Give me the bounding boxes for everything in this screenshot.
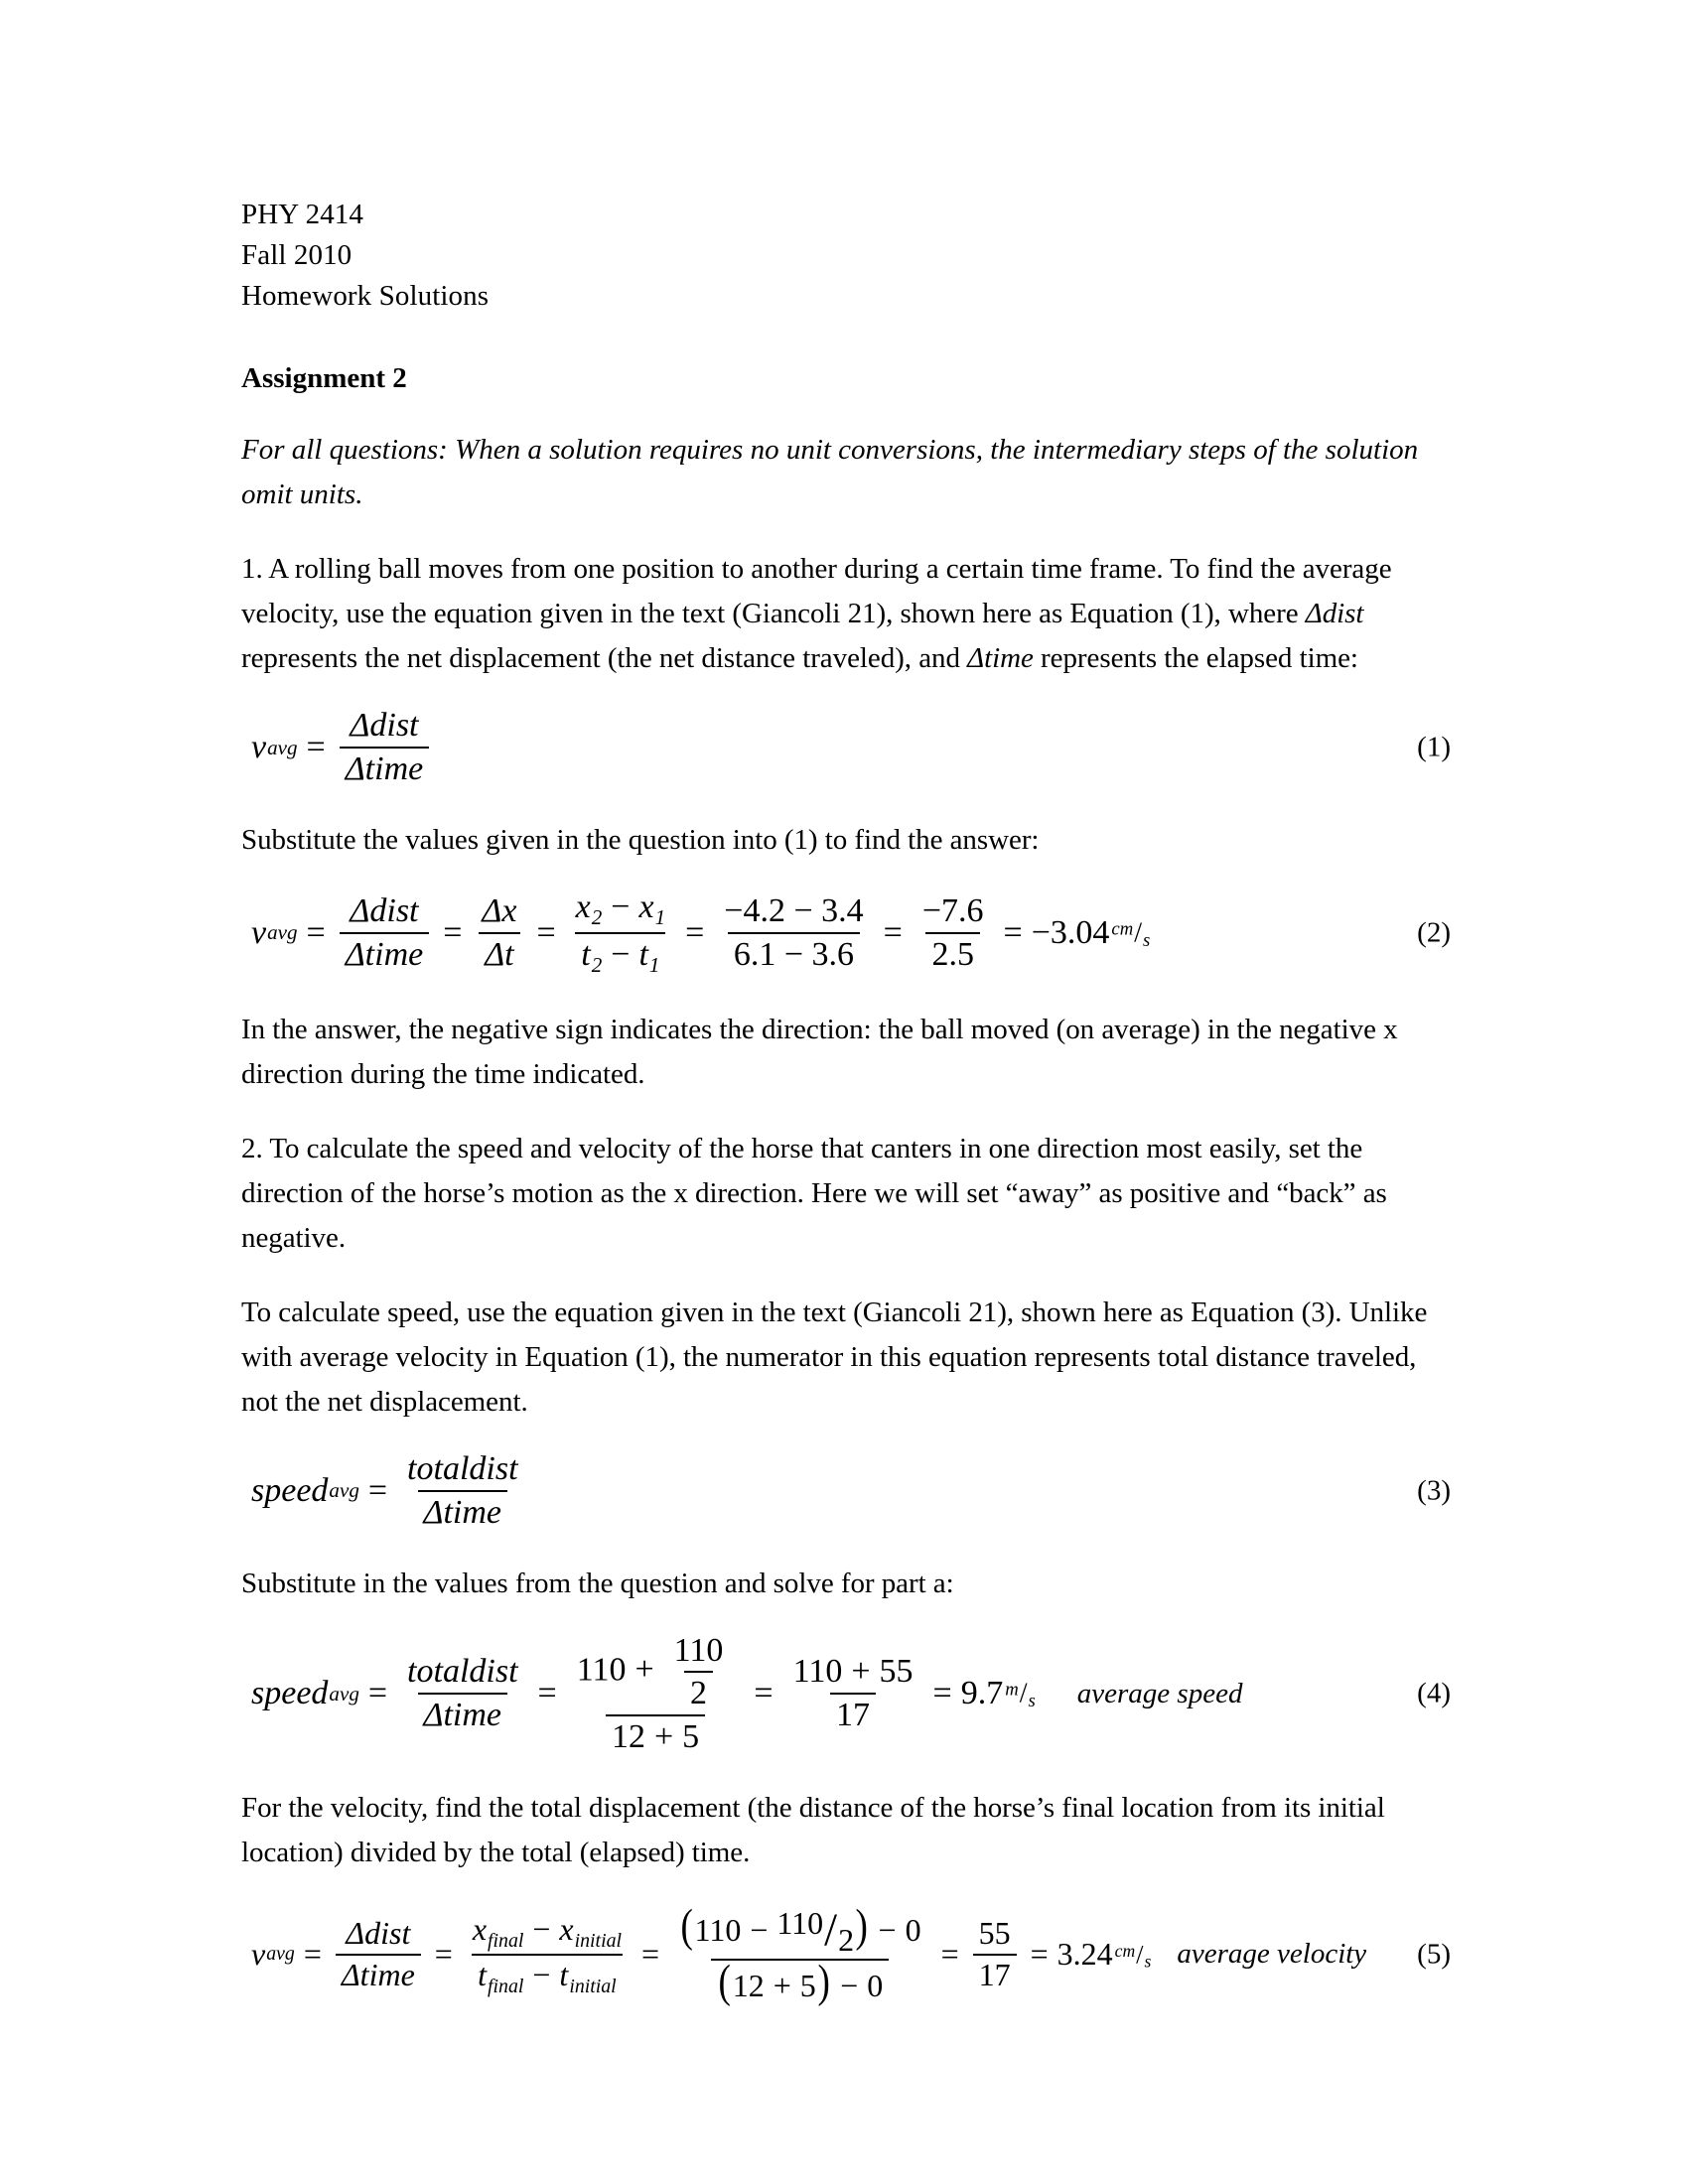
eq4-denominator-3: 17 — [830, 1693, 876, 1734]
eq2-denominator-4: 6.1 − 3.6 — [728, 932, 860, 974]
eq5-unit-numerator: cm — [1114, 1941, 1136, 1962]
equation-3-expression — [241, 1450, 529, 1532]
substitute-paragraph: Substitute the values given in the question into (1) to find the answer: — [241, 824, 1040, 857]
q1-text-part-b: represents the net displacement (the net distance traveled), and — [241, 642, 968, 674]
eq5-result: 3.24 — [1056, 1936, 1113, 1973]
eq2-equals-6: = — [1003, 913, 1023, 951]
eq4-inner-fraction — [668, 1632, 730, 1712]
eq5-t-initial-subscript: initial — [569, 1975, 617, 1997]
eq4-inner-denominator: 2 — [684, 1671, 713, 1712]
eq3-equals: = — [367, 1471, 388, 1509]
eq5-den-paren-open: ( — [718, 1957, 732, 2008]
eq5-x-initial: x — [559, 1910, 574, 1947]
eq1-lhs-subscript: avg — [267, 735, 298, 759]
equation-2-number: (2) — [1417, 916, 1451, 949]
eq4-plus: + — [634, 1651, 654, 1689]
q1-text-part-a: 1. A rolling ball moves from one position to another during a certain time frame. To find the average velocity, use the equation given in the text (Giancoli 21), shown here as Equation (1), where — [241, 553, 1392, 629]
eq4-whole: 110 — [576, 1651, 627, 1689]
eq2-t1-subscript: 1 — [648, 953, 660, 978]
eq4-equals-1: = — [367, 1675, 388, 1712]
eq2-denominator-2: Δt — [479, 932, 519, 974]
eq4-simpl-plus: + — [851, 1653, 871, 1691]
eq5-equals-5: = — [1030, 1936, 1049, 1973]
eq2-minus-x: − — [611, 888, 631, 926]
eq4-result: 9.7 — [960, 1675, 1004, 1712]
eq1-denominator: Δtime — [340, 747, 430, 788]
eq4-den-a: 12 — [611, 1717, 645, 1755]
eq5-unit-denominator: s — [1144, 1951, 1152, 1972]
eq5-num-zero: 0 — [905, 1912, 921, 1949]
eq2-fraction-2 — [476, 892, 522, 974]
eq4-equals-2: = — [537, 1675, 557, 1712]
eq5-numerator-1: Δdist — [346, 1915, 411, 1952]
eq5-den-a: 12 — [732, 1968, 765, 2004]
eq2-t2-subscript: 2 — [591, 953, 603, 978]
eq4-lhs: speed — [251, 1675, 329, 1712]
eq5-denominator-1: Δtime — [336, 1954, 421, 1993]
negative-sign-paragraph: In the answer, the negative sign indicates the direction: the ball moved (on average) in the negative x direction during the time indicated. — [241, 1013, 1398, 1090]
eq5-den-plus: + — [773, 1968, 791, 2004]
equation-1 — [241, 707, 1451, 788]
assignment-heading: Assignment 2 — [241, 362, 407, 394]
eq5-numerator-3 — [673, 1901, 927, 1959]
eq3-lhs: speed — [251, 1471, 329, 1509]
eq5-unit-slash: / — [1136, 1939, 1144, 1970]
eq5-label: average velocity — [1177, 1938, 1367, 1971]
eq4-simpl-num-a: 110 — [792, 1653, 843, 1691]
equation-5-expression — [241, 1901, 1367, 2008]
eq2-x2-subscript: 2 — [591, 905, 603, 930]
eq5-den-minus-zero-op: − — [840, 1968, 859, 2004]
document-body — [241, 195, 1451, 2008]
eq2-numerator-3 — [570, 888, 671, 932]
eq2-x1: x — [638, 888, 654, 926]
eq5-equals-3: = — [641, 1936, 660, 1973]
eq4-label: average speed — [1076, 1677, 1243, 1709]
eq5-den-b: 5 — [799, 1968, 816, 2004]
eq2-equals-1: = — [306, 913, 326, 951]
eq1-equals: = — [306, 729, 326, 766]
eq5-lhs-subscript: avg — [266, 1943, 295, 1966]
eq5-num-slash-top: 110 — [776, 1905, 824, 1942]
eq5-equals-1: = — [303, 1936, 322, 1973]
eq4-unit-slash: / — [1019, 1678, 1028, 1709]
eq5-num-minus: − — [750, 1912, 769, 1949]
eq2-equals-3: = — [536, 913, 556, 951]
eq5-x-final-subscript: final — [488, 1929, 524, 1952]
eq5-simpl-denominator: 17 — [973, 1954, 1017, 1993]
eq1-numerator: Δdist — [350, 707, 419, 744]
q1-text-part-c: represents the elapsed time: — [1033, 642, 1358, 674]
eq1-fraction — [340, 707, 430, 788]
speed-equation-paragraph: To calculate speed, use the equation given in the text (Giancoli 21), shown here as Equation (3). Unlike with average velocity in Equation (1), the numerator in this equation represents total distance traveled, not the net displacement. — [241, 1296, 1428, 1418]
eq4-fraction-3 — [787, 1653, 919, 1734]
course-header — [241, 195, 1451, 317]
eq5-den-paren-close: ) — [817, 1957, 830, 2008]
eq2-denominator-3 — [575, 932, 665, 978]
eq5-t-initial: t — [559, 1956, 569, 1992]
header-line-term: Fall 2010 — [241, 239, 352, 271]
eq4-unit — [1005, 1678, 1036, 1712]
eq5-num-slash-symbol: / — [824, 1905, 838, 1957]
equation-2 — [241, 888, 1451, 978]
eq4-simpl-num-b: 55 — [879, 1653, 914, 1691]
eq2-equals-5: = — [883, 913, 903, 951]
equation-3-number: (3) — [1417, 1474, 1451, 1507]
eq4-equals-3: = — [754, 1675, 774, 1712]
eq2-x1-subscript: 1 — [654, 905, 666, 930]
equation-4-expression — [241, 1632, 1242, 1756]
equation-1-expression — [241, 707, 434, 788]
eq2-fraction-5 — [916, 892, 990, 974]
eq4-fraction-1 — [401, 1653, 523, 1734]
eq2-equals-4: = — [685, 913, 705, 951]
eq4-numerator-3 — [787, 1653, 919, 1693]
eq3-denominator: Δtime — [418, 1490, 508, 1532]
eq5-unit — [1115, 1939, 1152, 1970]
question-1-paragraph — [241, 547, 1451, 681]
eq5-num-a: 110 — [694, 1912, 742, 1949]
eq2-t1: t — [638, 935, 648, 973]
eq4-fraction-2 — [571, 1632, 741, 1756]
eq5-x-initial-subscript: initial — [574, 1929, 622, 1952]
eq5-x-minus: − — [532, 1910, 551, 1947]
substitute-part-a-paragraph: Substitute in the values from the question and solve for part a: — [241, 1567, 954, 1599]
eq2-unit-denominator: s — [1143, 929, 1151, 951]
eq2-fraction-1 — [340, 892, 430, 974]
eq2-numerator-1: Δdist — [350, 891, 419, 929]
velocity-paragraph: For the velocity, find the total displacement (the distance of the horse’s final location from its initial location) divided by the total (elapsed) time. — [241, 1792, 1385, 1869]
eq4-den-b: 5 — [682, 1717, 700, 1755]
eq4-denominator-1: Δtime — [418, 1693, 508, 1734]
eq4-denominator-2 — [606, 1714, 705, 1756]
equation-4 — [241, 1632, 1451, 1756]
header-line-title: Homework Solutions — [241, 280, 490, 312]
eq2-numerator-5: −7.6 — [921, 891, 984, 929]
eq5-fraction-4 — [973, 1916, 1017, 1993]
eq3-numerator: totaldist — [407, 1449, 518, 1487]
eq2-equals-2: = — [443, 913, 463, 951]
eq5-num-slash-fraction — [776, 1905, 854, 1957]
eq5-num-slash-bot: 2 — [838, 1922, 855, 1959]
eq4-inner-numerator: 110 — [673, 1631, 724, 1669]
eq5-den-zero: 0 — [867, 1968, 884, 2004]
eq2-unit — [1111, 917, 1150, 949]
equation-1-number: (1) — [1417, 731, 1451, 763]
eq5-fraction-3 — [673, 1901, 927, 2008]
header-line-course: PHY 2414 — [241, 199, 363, 230]
equation-2-expression — [241, 888, 1150, 978]
eq2-numerator-2: Δx — [482, 891, 517, 929]
eq4-numerator-1: totaldist — [407, 1653, 518, 1691]
q1-delta-dist: Δdist — [1305, 598, 1364, 629]
eq5-lhs: v — [251, 1936, 266, 1973]
eq5-num-paren-open: ( — [680, 1901, 693, 1953]
eq1-lhs: v — [251, 729, 267, 766]
eq5-equals-2: = — [434, 1936, 453, 1973]
q1-delta-time: Δtime — [967, 642, 1034, 674]
equation-4-number: (4) — [1417, 1677, 1451, 1709]
eq5-denominator-2 — [472, 1954, 623, 1997]
eq5-fraction-2 — [467, 1912, 628, 1997]
eq5-num-paren-close: ) — [855, 1901, 868, 1953]
eq2-lhs-subscript: avg — [267, 920, 298, 945]
eq5-x-final: x — [472, 1910, 488, 1947]
eq4-den-plus: + — [653, 1717, 674, 1755]
eq2-fraction-3 — [570, 888, 671, 978]
eq2-t2: t — [581, 935, 591, 973]
eq2-minus-t: − — [611, 935, 631, 973]
eq3-fraction — [401, 1450, 523, 1532]
eq2-unit-numerator: cm — [1111, 918, 1134, 940]
eq4-equals-4: = — [932, 1675, 952, 1712]
eq2-denominator-5: 2.5 — [925, 932, 980, 974]
equation-5 — [241, 1901, 1451, 2008]
eq4-unit-denominator: s — [1028, 1691, 1036, 1712]
equation-3 — [241, 1450, 1451, 1532]
eq2-result: −3.04 — [1031, 913, 1110, 951]
eq2-unit-slash: / — [1134, 917, 1142, 949]
equation-5-number: (5) — [1417, 1938, 1451, 1971]
eq2-numerator-4: −4.2 − 3.4 — [724, 891, 864, 929]
eq4-unit-numerator: m — [1005, 1680, 1019, 1702]
eq5-t-minus: − — [532, 1956, 551, 1992]
eq5-numerator-2 — [467, 1912, 628, 1954]
eq5-t-final-subscript: final — [488, 1975, 524, 1997]
eq2-denominator-1: Δtime — [340, 932, 430, 974]
eq4-lhs-subscript: avg — [329, 1681, 359, 1706]
eq5-num-minus-zero-op: − — [878, 1912, 897, 1949]
eq2-fraction-4 — [718, 892, 869, 974]
eq5-simpl-numerator: 55 — [978, 1915, 1011, 1952]
eq2-x2: x — [575, 888, 591, 926]
eq4-numerator-2 — [571, 1632, 741, 1714]
eq5-t-final: t — [478, 1956, 488, 1992]
eq5-denominator-3 — [711, 1957, 889, 2008]
eq5-equals-4: = — [940, 1936, 959, 1973]
intro-note: For all questions: When a solution requires no unit conversions, the intermediary steps of the solution omit units. — [241, 434, 1419, 510]
eq3-lhs-subscript: avg — [329, 1478, 359, 1503]
eq2-lhs: v — [251, 913, 267, 951]
eq5-fraction-1 — [336, 1916, 421, 1993]
question-2-paragraph: 2. To calculate the speed and velocity of the horse that canters in one direction most easily, set the direction of the horse’s motion as the x direction. Here we will set “away” as positive and “back” as negative. — [241, 1132, 1387, 1254]
